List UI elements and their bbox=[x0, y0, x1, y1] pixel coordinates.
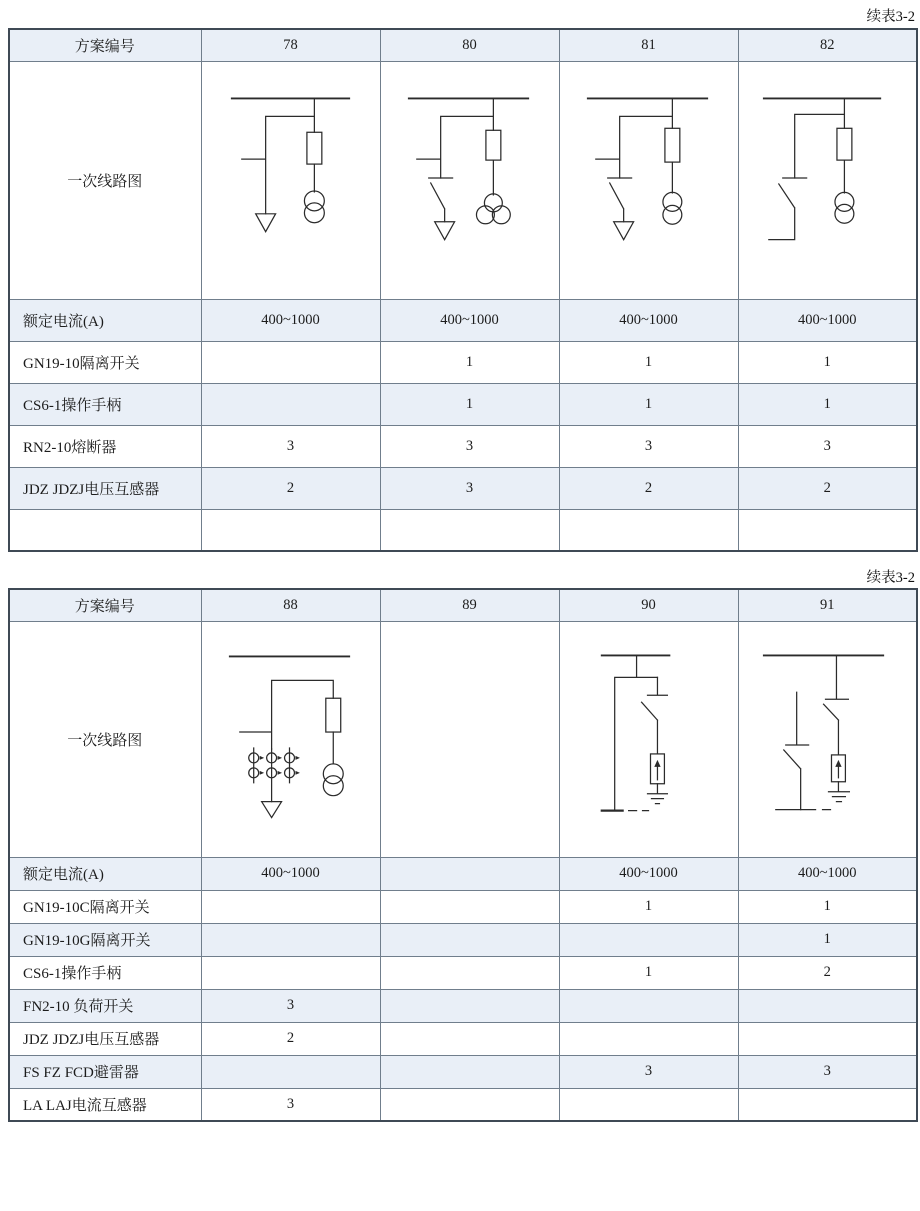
cell-value bbox=[559, 923, 738, 956]
row-label: 额定电流(A) bbox=[9, 299, 201, 341]
scheme-number: 90 bbox=[559, 589, 738, 621]
cell-value bbox=[738, 1022, 917, 1055]
cell-value bbox=[559, 989, 738, 1022]
cell-value: 400~1000 bbox=[559, 857, 738, 890]
cell-value: 2 bbox=[201, 1022, 380, 1055]
primary-circuit-diagram-label: 一次线路图 bbox=[9, 61, 201, 299]
cell-value bbox=[380, 1055, 559, 1088]
cell-value bbox=[201, 383, 380, 425]
cell-value bbox=[380, 890, 559, 923]
scheme-number: 82 bbox=[738, 29, 917, 61]
circuit-diagram-scheme-91 bbox=[738, 621, 917, 857]
cell-value bbox=[380, 923, 559, 956]
cell-value bbox=[201, 341, 380, 383]
scheme-number: 78 bbox=[201, 29, 380, 61]
cell-value: 1 bbox=[738, 923, 917, 956]
cell-value bbox=[380, 857, 559, 890]
cell-value bbox=[738, 509, 917, 551]
cell-value bbox=[380, 1088, 559, 1121]
cell-value: 1 bbox=[559, 383, 738, 425]
table-continuation-caption-1: 续表3-2 bbox=[866, 9, 915, 25]
circuit-diagram-scheme-90 bbox=[559, 621, 738, 857]
table-row bbox=[9, 383, 917, 425]
table-row bbox=[9, 1022, 917, 1055]
cell-value bbox=[201, 890, 380, 923]
cell-value bbox=[380, 989, 559, 1022]
cell-value: 1 bbox=[559, 341, 738, 383]
row-label: CS6-1操作手柄 bbox=[9, 383, 201, 425]
cell-value: 1 bbox=[738, 383, 917, 425]
cell-value bbox=[559, 1022, 738, 1055]
row-label: FS FZ FCD避雷器 bbox=[9, 1055, 201, 1088]
row-label bbox=[9, 509, 201, 551]
cell-value: 2 bbox=[738, 467, 917, 509]
cell-value: 1 bbox=[559, 956, 738, 989]
table-row bbox=[9, 299, 917, 341]
table-row bbox=[9, 1088, 917, 1121]
cell-value: 1 bbox=[380, 341, 559, 383]
primary-circuit-diagram-label: 一次线路图 bbox=[9, 621, 201, 857]
scheme-number: 80 bbox=[380, 29, 559, 61]
cell-value bbox=[380, 956, 559, 989]
row-label: FN2-10 负荷开关 bbox=[9, 989, 201, 1022]
cell-value: 400~1000 bbox=[380, 299, 559, 341]
cell-value bbox=[201, 509, 380, 551]
table-continuation-caption-2: 续表3-2 bbox=[866, 570, 915, 586]
table-row bbox=[9, 857, 917, 890]
row-label: JDZ JDZJ电压互感器 bbox=[9, 467, 201, 509]
row-label: JDZ JDZJ电压互感器 bbox=[9, 1022, 201, 1055]
circuit-diagram-scheme-82 bbox=[738, 61, 917, 299]
cell-value bbox=[559, 1088, 738, 1121]
cell-value: 1 bbox=[380, 383, 559, 425]
cell-value: 3 bbox=[738, 1055, 917, 1088]
cell-value: 400~1000 bbox=[738, 299, 917, 341]
cell-value: 3 bbox=[201, 989, 380, 1022]
circuit-diagram-scheme-78 bbox=[201, 61, 380, 299]
cell-value bbox=[201, 956, 380, 989]
cell-value: 400~1000 bbox=[201, 299, 380, 341]
cell-value: 3 bbox=[201, 425, 380, 467]
table-row bbox=[9, 61, 917, 299]
circuit-diagram-scheme-89 bbox=[380, 621, 559, 857]
scheme-table-1 bbox=[8, 28, 918, 552]
table-row bbox=[9, 341, 917, 383]
table-row bbox=[9, 589, 917, 621]
row-label: LA LAJ电流互感器 bbox=[9, 1088, 201, 1121]
cell-value bbox=[380, 1022, 559, 1055]
cell-value: 3 bbox=[559, 425, 738, 467]
row-label: GN19-10隔离开关 bbox=[9, 341, 201, 383]
circuit-diagram-scheme-81 bbox=[559, 61, 738, 299]
cell-value: 1 bbox=[559, 890, 738, 923]
table-row bbox=[9, 29, 917, 61]
scheme-table-2 bbox=[8, 588, 918, 1122]
cell-value: 3 bbox=[559, 1055, 738, 1088]
cell-value bbox=[559, 509, 738, 551]
cell-value: 2 bbox=[559, 467, 738, 509]
table-row bbox=[9, 467, 917, 509]
row-label: RN2-10熔断器 bbox=[9, 425, 201, 467]
scheme-number-header: 方案编号 bbox=[9, 29, 201, 61]
cell-value: 3 bbox=[201, 1088, 380, 1121]
cell-value bbox=[738, 1088, 917, 1121]
table-row bbox=[9, 621, 917, 857]
circuit-diagram-scheme-80 bbox=[380, 61, 559, 299]
cell-value: 400~1000 bbox=[559, 299, 738, 341]
table-row bbox=[9, 956, 917, 989]
row-label: CS6-1操作手柄 bbox=[9, 956, 201, 989]
table-row bbox=[9, 1055, 917, 1088]
scheme-number: 91 bbox=[738, 589, 917, 621]
row-label: GN19-10C隔离开关 bbox=[9, 890, 201, 923]
cell-value bbox=[380, 509, 559, 551]
table-row bbox=[9, 923, 917, 956]
cell-value bbox=[201, 1055, 380, 1088]
table-row bbox=[9, 890, 917, 923]
cell-value: 3 bbox=[380, 467, 559, 509]
row-label: GN19-10G隔离开关 bbox=[9, 923, 201, 956]
cell-value: 400~1000 bbox=[738, 857, 917, 890]
scheme-number-header: 方案编号 bbox=[9, 589, 201, 621]
cell-value: 1 bbox=[738, 341, 917, 383]
row-label: 额定电流(A) bbox=[9, 857, 201, 890]
cell-value: 3 bbox=[738, 425, 917, 467]
cell-value bbox=[738, 989, 917, 1022]
cell-value: 2 bbox=[738, 956, 917, 989]
cell-value: 400~1000 bbox=[201, 857, 380, 890]
scheme-number: 88 bbox=[201, 589, 380, 621]
circuit-diagram-scheme-88 bbox=[201, 621, 380, 857]
cell-value: 1 bbox=[738, 890, 917, 923]
table-row bbox=[9, 509, 917, 551]
cell-value: 3 bbox=[380, 425, 559, 467]
table-row bbox=[9, 425, 917, 467]
scheme-number: 89 bbox=[380, 589, 559, 621]
scheme-number: 81 bbox=[559, 29, 738, 61]
cell-value bbox=[201, 923, 380, 956]
table-row bbox=[9, 989, 917, 1022]
cell-value: 2 bbox=[201, 467, 380, 509]
